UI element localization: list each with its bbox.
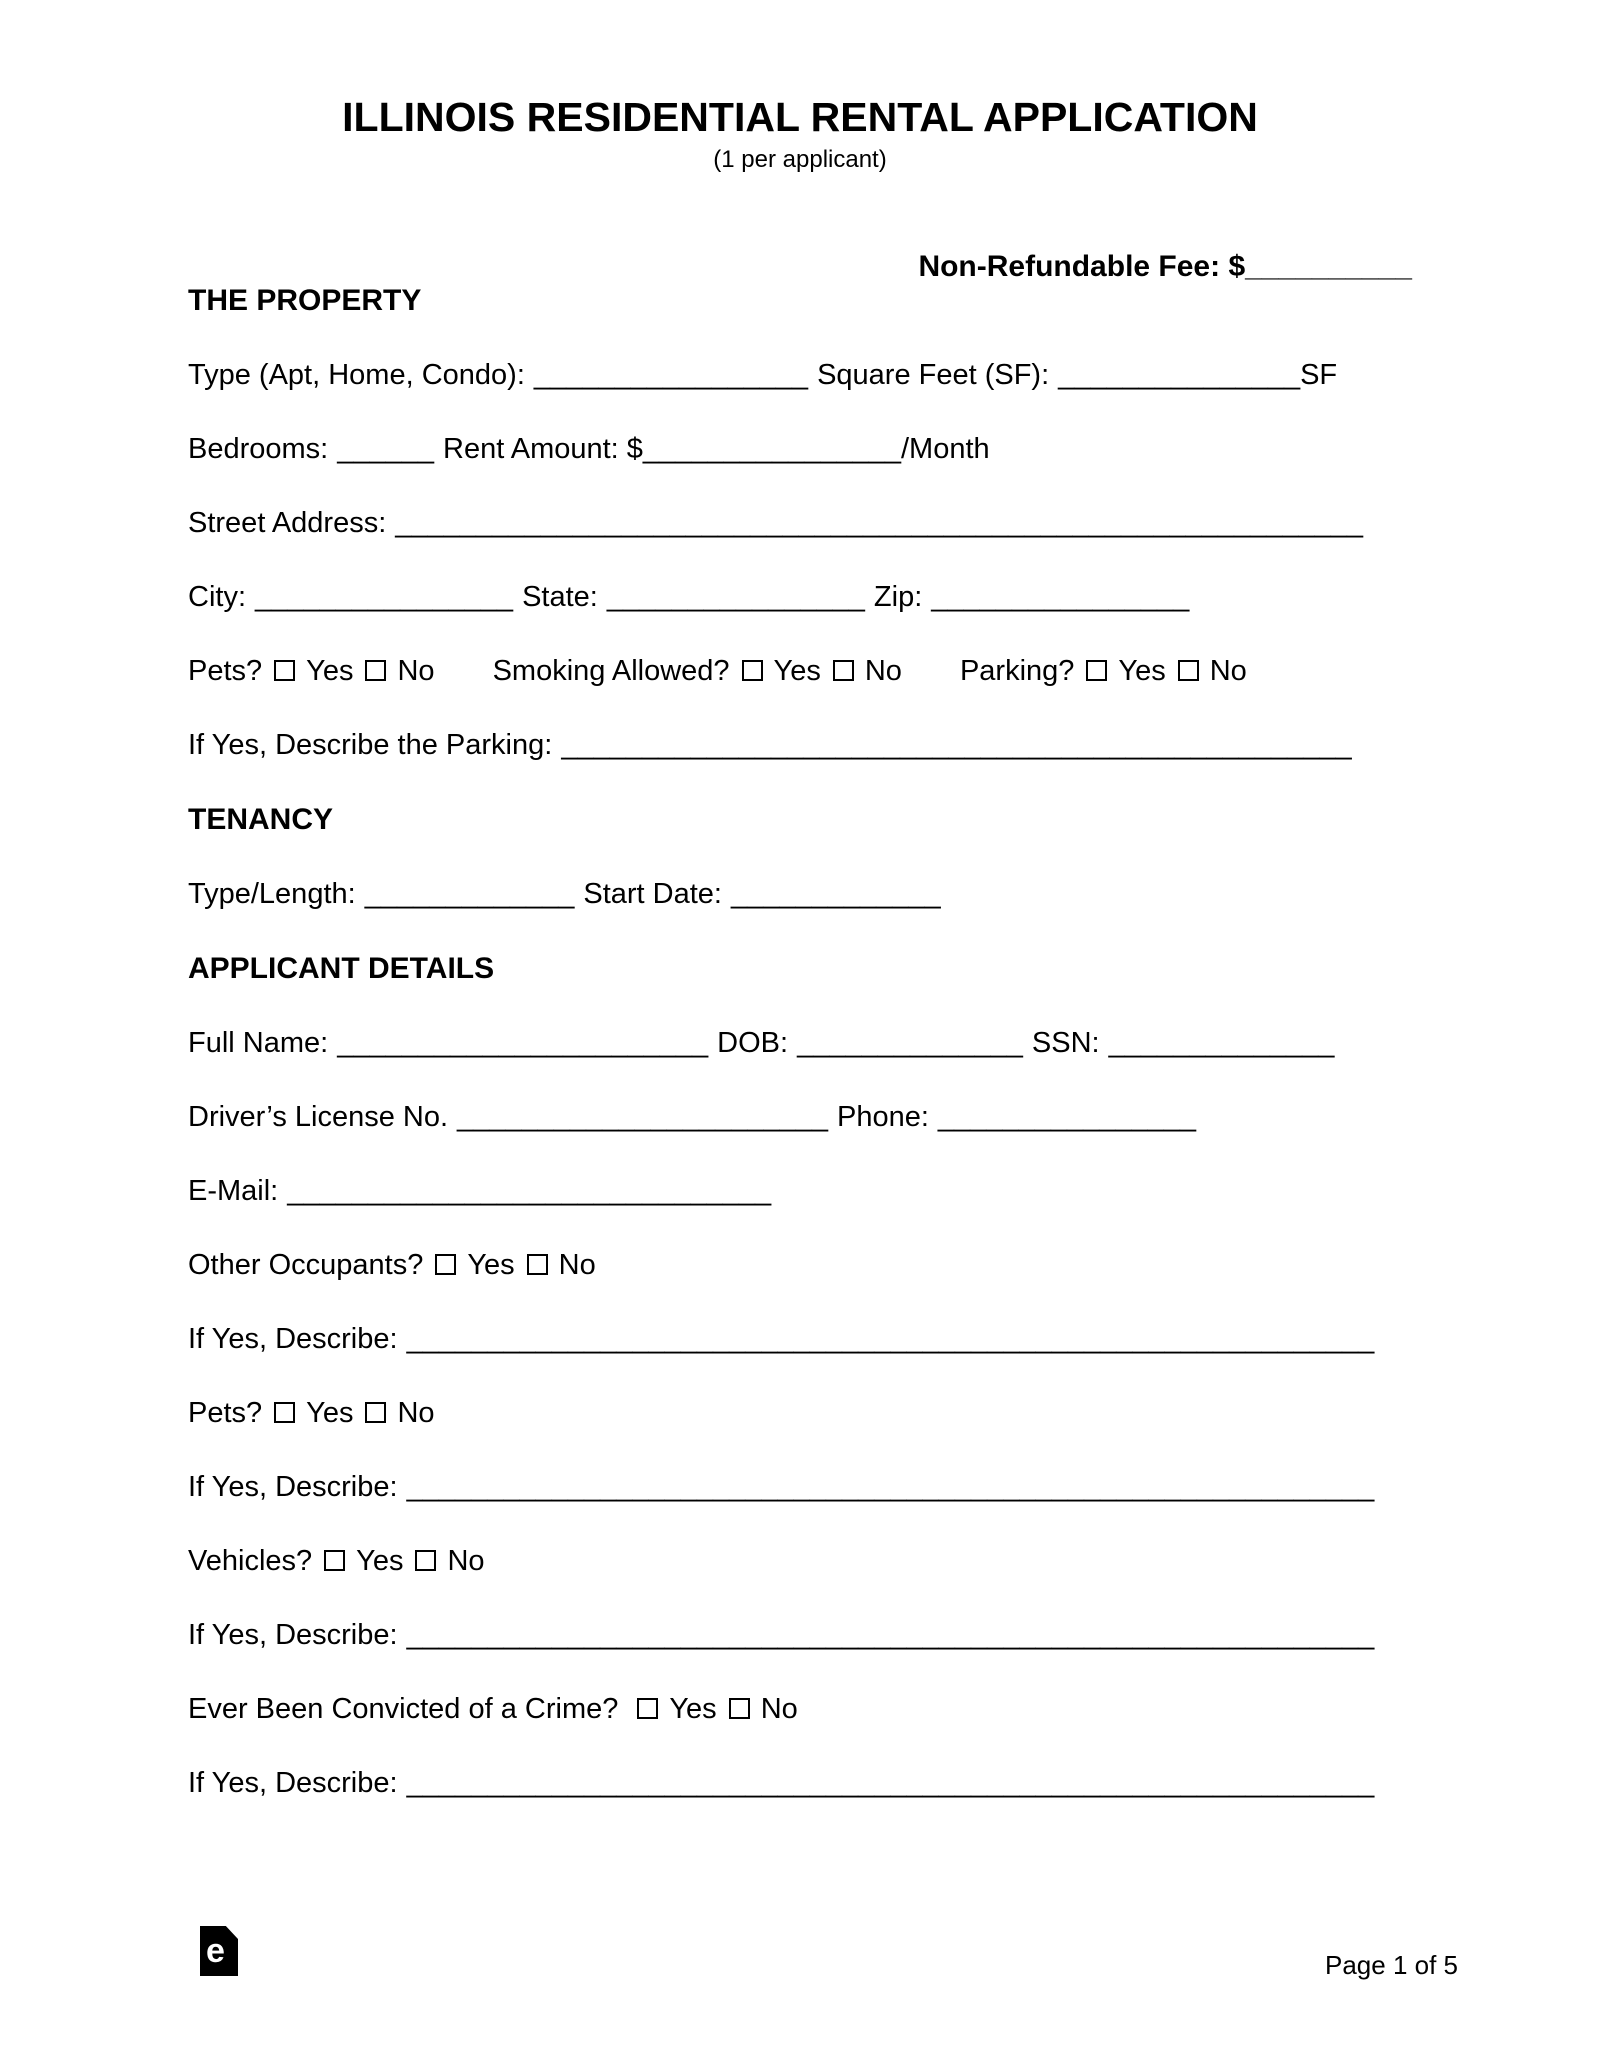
other-occupants-no-label: No <box>558 1249 596 1281</box>
parking-no-label: No <box>1209 655 1247 687</box>
parking-group <box>960 655 1247 687</box>
parking-describe-label: If Yes, Describe the Parking: <box>188 729 553 761</box>
non-refundable-fee-blank[interactable]: __________ <box>1245 250 1412 283</box>
property-type-row <box>188 359 1412 392</box>
state-label: State: <box>522 581 598 613</box>
parking-yes-checkbox[interactable] <box>1086 660 1107 681</box>
occupants-describe-label: If Yes, Describe: <box>188 1323 398 1355</box>
crime-label: Ever Been Convicted of a Crime? <box>188 1693 619 1725</box>
square-feet-unit: SF <box>1300 359 1338 391</box>
crime-no-checkbox[interactable] <box>729 1698 750 1719</box>
other-occupants-yes-label: Yes <box>467 1249 515 1281</box>
vehicles-row <box>188 1545 1412 1578</box>
vehicles-describe-row <box>188 1619 1412 1652</box>
property-questions-row <box>188 655 1412 688</box>
applicant-pets-yes-label: Yes <box>306 1397 354 1429</box>
tenancy-type-row <box>188 878 1412 911</box>
parking-describe-row <box>188 729 1412 762</box>
page-subtitle: (1 per applicant) <box>713 146 887 173</box>
zip-label: Zip: <box>873 581 923 613</box>
bedrooms-blank[interactable]: ______ <box>337 433 435 465</box>
full-name-blank[interactable]: _______________________ <box>337 1027 709 1059</box>
city-blank[interactable]: ________________ <box>255 581 514 613</box>
vehicles-no-label: No <box>447 1545 485 1577</box>
rent-amount-label: Rent Amount: $ <box>443 433 643 465</box>
bedrooms-rent-row <box>188 433 1412 466</box>
applicant-pets-label: Pets? <box>188 1397 263 1429</box>
smoking-label: Smoking Allowed? <box>492 655 730 687</box>
start-date-label: Start Date: <box>583 878 722 910</box>
phone-blank[interactable]: ________________ <box>937 1101 1196 1133</box>
non-refundable-fee-label: Non-Refundable Fee: $ <box>918 250 1246 283</box>
vehicles-label: Vehicles? <box>188 1545 313 1577</box>
page-title: ILLINOIS RESIDENTIAL RENTAL APPLICATION <box>342 94 1258 140</box>
property-type-blank[interactable]: _________________ <box>533 359 809 391</box>
vehicles-describe-blank[interactable]: ____________________________________________________________ <box>406 1619 1375 1651</box>
smoking-group <box>493 655 902 687</box>
smoking-no-checkbox[interactable] <box>833 660 854 681</box>
applicant-pets-no-label: No <box>397 1397 435 1429</box>
parking-label: Parking? <box>959 655 1075 687</box>
square-feet-blank[interactable]: _______________ <box>1058 359 1301 391</box>
parking-no-checkbox[interactable] <box>1178 660 1199 681</box>
section-heading-applicant-details: APPLICANT DETAILS <box>188 952 495 985</box>
drivers-license-label: Driver’s License No. <box>188 1101 449 1133</box>
street-address-row <box>188 507 1412 540</box>
crime-yes-checkbox[interactable] <box>637 1698 658 1719</box>
applicant-pets-no-checkbox[interactable] <box>365 1402 386 1423</box>
crime-describe-row <box>188 1767 1412 1800</box>
dob-label: DOB: <box>717 1027 789 1059</box>
city-label: City: <box>188 581 246 613</box>
crime-describe-blank[interactable]: ____________________________________________________________ <box>406 1767 1375 1799</box>
email-row <box>188 1175 1412 1208</box>
other-occupants-label: Other Occupants? <box>188 1249 424 1281</box>
square-feet-label: Square Feet (SF): <box>817 359 1050 391</box>
vehicles-yes-checkbox[interactable] <box>324 1550 345 1571</box>
applicant-pets-yes-checkbox[interactable] <box>274 1402 295 1423</box>
vehicles-no-checkbox[interactable] <box>415 1550 436 1571</box>
tenancy-type-label: Type/Length: <box>188 878 356 910</box>
other-occupants-row <box>188 1249 1412 1282</box>
parking-yes-label: Yes <box>1118 655 1166 687</box>
full-name-label: Full Name: <box>188 1027 329 1059</box>
city-state-zip-row <box>188 581 1412 614</box>
pets-describe-row <box>188 1471 1412 1504</box>
other-occupants-yes-checkbox[interactable] <box>435 1254 456 1275</box>
applicant-pets-row <box>188 1397 1412 1430</box>
rent-amount-unit: /Month <box>900 433 990 465</box>
ssn-blank[interactable]: ______________ <box>1108 1027 1335 1059</box>
property-pets-label: Pets? <box>188 655 263 687</box>
tenancy-type-blank[interactable]: _____________ <box>364 878 575 910</box>
state-blank[interactable]: ________________ <box>606 581 865 613</box>
smoking-no-label: No <box>864 655 902 687</box>
start-date-blank[interactable]: _____________ <box>730 878 941 910</box>
section-heading-tenancy: TENANCY <box>188 803 334 836</box>
dob-blank[interactable]: ______________ <box>797 1027 1023 1059</box>
non-refundable-fee-row <box>188 250 1412 284</box>
property-type-label: Type (Apt, Home, Condo): <box>188 359 525 391</box>
phone-label: Phone: <box>837 1101 929 1133</box>
rent-amount-blank[interactable]: ________________ <box>642 433 901 465</box>
vehicles-yes-label: Yes <box>356 1545 404 1577</box>
eforms-logo <box>200 1926 238 1976</box>
pets-describe-blank[interactable]: ____________________________________________________________ <box>406 1471 1375 1503</box>
property-pets-no-checkbox[interactable] <box>365 660 386 681</box>
section-heading-property: THE PROPERTY <box>188 284 422 317</box>
smoking-yes-label: Yes <box>773 655 821 687</box>
crime-yes-label: Yes <box>669 1693 717 1725</box>
zip-blank[interactable]: ________________ <box>931 581 1190 613</box>
drivers-license-row <box>188 1101 1412 1134</box>
full-name-row <box>188 1027 1412 1060</box>
occupants-describe-row <box>188 1323 1412 1356</box>
logo-letter: e <box>206 1932 225 1970</box>
email-label: E-Mail: <box>188 1175 279 1207</box>
email-blank[interactable]: ______________________________ <box>287 1175 772 1207</box>
property-pets-yes-checkbox[interactable] <box>274 660 295 681</box>
drivers-license-blank[interactable]: _______________________ <box>457 1101 828 1133</box>
property-pets-no-label: No <box>397 655 435 687</box>
pets-describe-label: If Yes, Describe: <box>188 1471 398 1503</box>
parking-describe-blank[interactable]: _________________________________________________ <box>561 729 1352 761</box>
crime-row <box>188 1693 1412 1726</box>
property-pets-yes-label: Yes <box>306 655 354 687</box>
street-address-label: Street Address: <box>188 507 387 539</box>
ssn-label: SSN: <box>1031 1027 1100 1059</box>
other-occupants-no-checkbox[interactable] <box>527 1254 548 1275</box>
page-number: Page 1 of 5 <box>1325 1950 1458 1980</box>
vehicles-describe-label: If Yes, Describe: <box>188 1619 398 1651</box>
street-address-blank[interactable]: ____________________________________________________________ <box>395 507 1363 539</box>
crime-describe-label: If Yes, Describe: <box>188 1767 398 1799</box>
crime-no-label: No <box>760 1693 798 1725</box>
smoking-yes-checkbox[interactable] <box>742 660 763 681</box>
occupants-describe-blank[interactable]: ____________________________________________________________ <box>406 1323 1375 1355</box>
bedrooms-label: Bedrooms: <box>188 433 329 465</box>
property-pets-group <box>188 655 435 687</box>
